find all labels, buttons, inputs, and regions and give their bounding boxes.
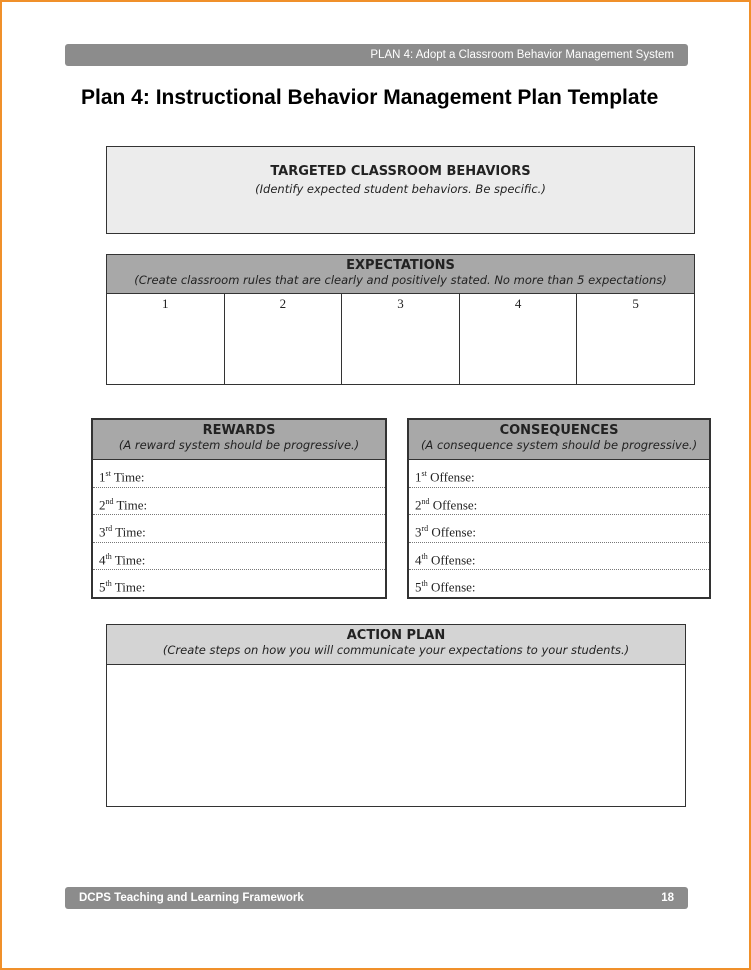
row-label: Offense: <box>432 496 478 512</box>
expectation-cell-1[interactable]: 1 <box>107 294 225 384</box>
action-plan-box[interactable] <box>106 624 686 807</box>
row-ordinal: nd <box>421 496 430 506</box>
expectation-cell-2[interactable]: 2 <box>225 294 343 384</box>
row-label: Time: <box>116 496 148 512</box>
row-label: Offense: <box>430 551 476 567</box>
consequences-heading: CONSEQUENCES <box>499 423 619 438</box>
consequences-subtitle: (A consequence system should be progressive.) <box>420 438 698 452</box>
expectations-heading: EXPECTATIONS <box>346 258 455 273</box>
row-label: Offense: <box>431 524 476 540</box>
row-number: 1 <box>99 469 106 485</box>
consequence-row[interactable] <box>409 515 709 543</box>
rewards-heading: REWARDS <box>202 423 276 438</box>
row-number: 2 <box>415 496 422 512</box>
row-ordinal: rd <box>105 524 113 533</box>
reward-row[interactable] <box>93 570 385 598</box>
reward-row[interactable] <box>93 460 385 488</box>
row-number: 5 <box>99 579 106 595</box>
row-ordinal: th <box>105 579 112 588</box>
row-label: Time: <box>114 551 146 567</box>
consequence-row[interactable] <box>409 488 709 516</box>
consequences-header <box>409 420 709 460</box>
row-number: 2 <box>99 496 106 512</box>
expectation-cell-5[interactable]: 5 <box>632 296 639 311</box>
page-title: Plan 4: Instructional Behavior Management Plan Template <box>81 86 659 109</box>
row-label: Time: <box>114 579 146 595</box>
consequence-row[interactable] <box>409 570 709 598</box>
row-label: Offense: <box>430 579 476 595</box>
expectation-cell-3[interactable]: 3 <box>342 294 460 384</box>
action-plan-heading: ACTION PLAN <box>346 628 446 643</box>
row-ordinal: rd <box>421 524 429 533</box>
expectation-cell-4[interactable]: 4 <box>460 294 578 384</box>
row-ordinal: nd <box>105 496 114 506</box>
rewards-box <box>91 418 387 599</box>
consequences-box <box>407 418 711 599</box>
row-number: 4 <box>99 551 106 567</box>
row-number: 4 <box>415 551 422 567</box>
targeted-behaviors-box[interactable] <box>106 146 695 234</box>
row-number: 3 <box>415 524 422 540</box>
page-number: 18 <box>661 892 674 904</box>
row-number: 5 <box>415 579 422 595</box>
row-ordinal: th <box>105 551 112 561</box>
targeted-subtitle: (Identify expected student behaviors. Be specific.) <box>255 182 546 196</box>
rewards-subtitle: (A reward system should be progressive.) <box>118 438 360 452</box>
reward-row[interactable] <box>93 488 385 516</box>
expectations-header <box>107 255 694 294</box>
reward-row[interactable] <box>93 543 385 571</box>
header-bar <box>65 44 688 66</box>
row-ordinal: st <box>421 469 427 478</box>
rewards-header <box>93 420 385 460</box>
row-number: 1 <box>415 469 422 485</box>
header-text: PLAN 4: Adopt a Classroom Behavior Management System <box>370 49 674 61</box>
row-label: Offense: <box>430 469 475 485</box>
consequence-row[interactable] <box>409 460 709 488</box>
expectations-box <box>106 254 695 385</box>
row-label: Time: <box>115 524 146 540</box>
targeted-heading: TARGETED CLASSROOM BEHAVIORS <box>270 164 531 179</box>
expectations-subtitle: (Create classroom rules that are clearly and positively stated. No more than 5 expectations) <box>134 273 667 287</box>
row-ordinal: st <box>105 469 111 478</box>
action-plan-header <box>107 625 685 665</box>
reward-row[interactable] <box>93 515 385 543</box>
footer-bar <box>65 887 688 909</box>
row-ordinal: th <box>421 551 428 561</box>
row-label: Time: <box>113 469 145 485</box>
action-plan-subtitle: (Create steps on how you will communicate your expectations to your students.) <box>162 643 630 657</box>
consequence-row[interactable] <box>409 543 709 571</box>
row-ordinal: th <box>421 579 428 588</box>
row-number: 3 <box>99 524 106 540</box>
footer-text: DCPS Teaching and Learning Framework <box>79 892 304 904</box>
